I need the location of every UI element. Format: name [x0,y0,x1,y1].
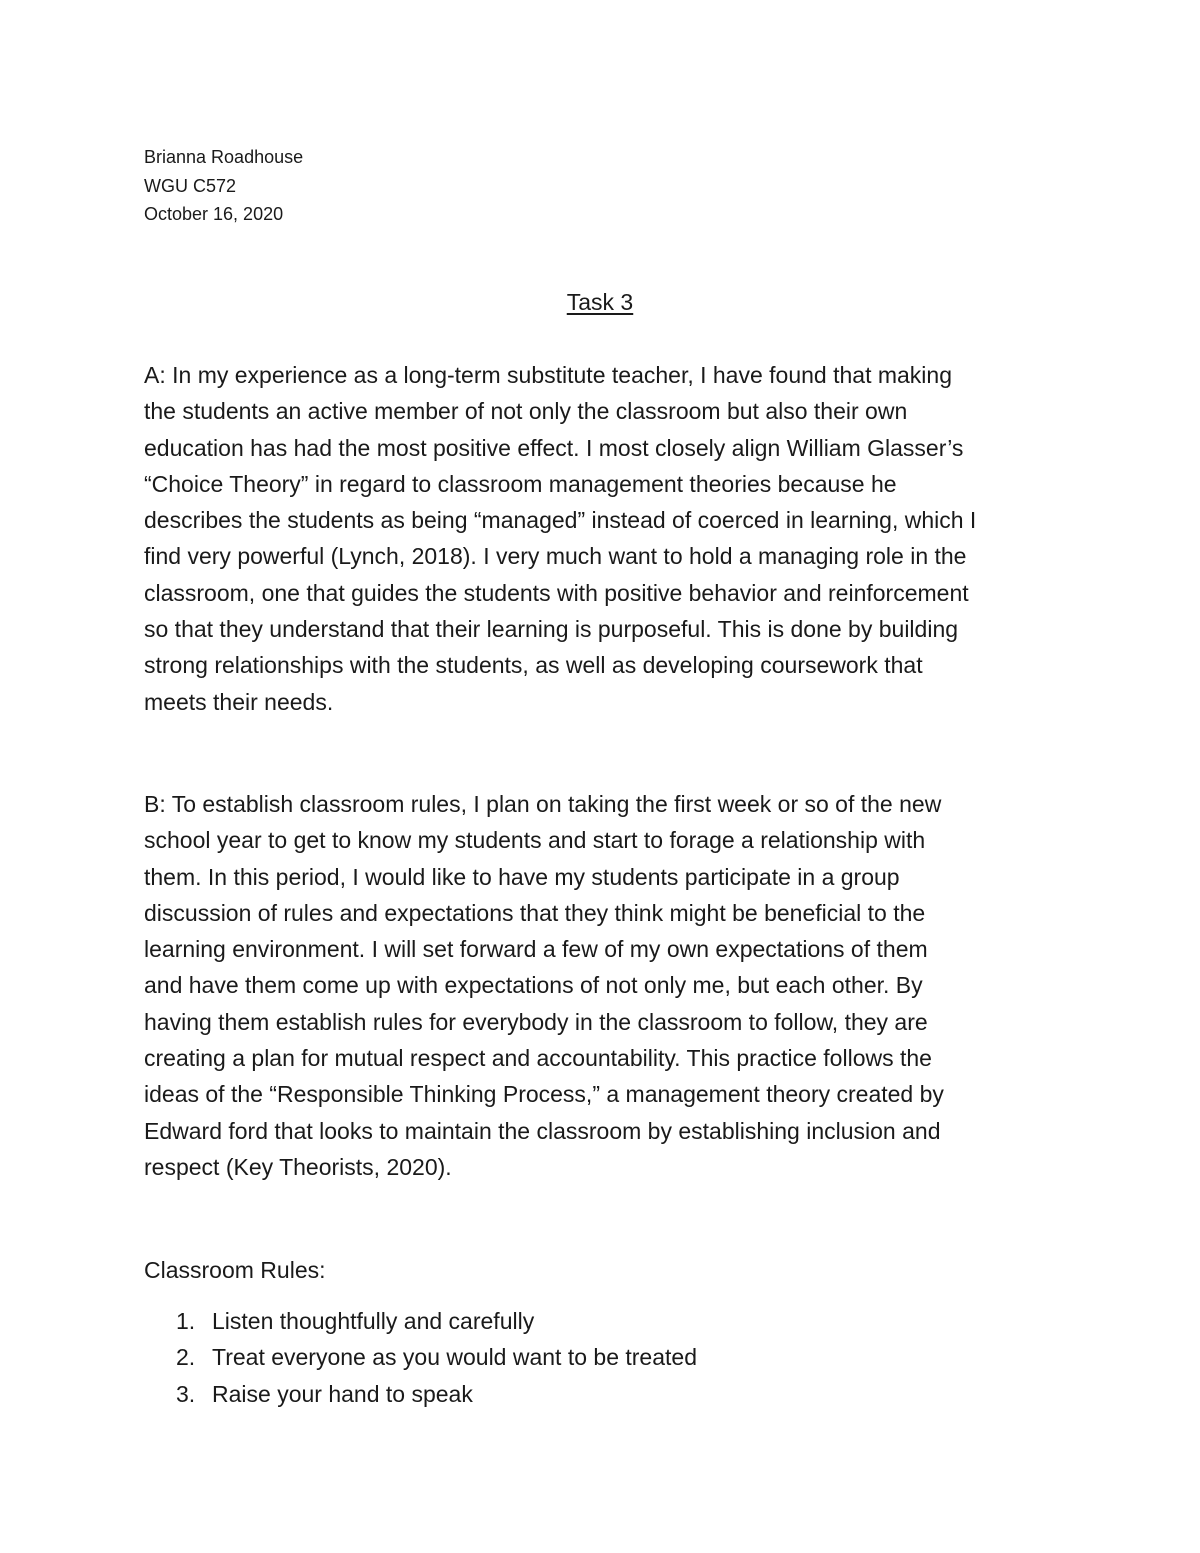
author-name: Brianna Roadhouse [144,147,304,167]
rule-item [144,1339,697,1375]
rule-item [144,1376,697,1412]
paragraph-line: creating a plan for mutual respect and accountability. This practice follows the [144,1045,932,1072]
paragraph-line: so that they understand that their learning is purposeful. This is done by building [144,616,959,643]
paragraph-line: having them establish rules for everybody in the classroom to follow, they are [144,1008,928,1035]
paragraph-b [144,786,1064,1185]
paragraph-line: strong relationships with the students, as well as developing coursework that [144,652,923,679]
paragraph-line: them. In this period, I would like to have my students participate in a group [144,863,900,890]
paragraph-line: A: In my experience as a long-term substitute teacher, I have found that making [144,362,952,388]
document-date: October 16, 2020 [144,204,284,224]
rule-item [144,1303,697,1339]
rules-list [144,1303,697,1412]
document-header [144,143,303,229]
paragraph-line: respect (Key Theorists, 2020). [144,1153,452,1180]
paragraph-line: find very powerful (Lynch, 2018). I very much want to hold a managing role in the [144,543,967,570]
paragraph-line: meets their needs. [144,688,334,715]
rule-number: 1. [176,1308,196,1334]
paragraph-line: describes the students as being “managed” instead of coerced in learning, which I [144,507,977,534]
rule-number: 3. [176,1380,196,1407]
document-title: Task 3 [566,289,634,315]
rule-number: 2. [176,1344,196,1371]
paragraph-line: Edward ford that looks to maintain the classroom by establishing inclusion and [144,1117,941,1144]
rules-heading: Classroom Rules: [144,1257,326,1283]
paragraph-line: education has had the most positive effect. I most closely align William Glasser’s [144,434,964,461]
paragraph-line: learning environment. I will set forward a few of my own expectations of them [144,936,928,963]
course-code: WGU C572 [144,175,237,196]
paragraph-line: the students an active member of not only the classroom but also their own [144,398,908,425]
paragraph-line: ideas of the “Responsible Thinking Process,” a management theory created by [144,1081,944,1108]
paragraph-line: classroom, one that guides the students with positive behavior and reinforcement [144,579,969,606]
paragraph-line: “Choice Theory” in regard to classroom management theories because he [144,470,897,497]
paragraph-line: and have them come up with expectations of not only me, but each other. By [144,972,923,999]
paragraph-line: B: To establish classroom rules, I plan on taking the first week or so of the new [144,791,942,817]
rule-text: Listen thoughtfully and carefully [212,1308,535,1334]
rule-text: Treat everyone as you would want to be treated [212,1344,697,1371]
paragraph-line: school year to get to know my students and start to forage a relationship with [144,827,926,854]
paragraph-a [144,357,1064,720]
rule-text: Raise your hand to speak [212,1380,473,1407]
paragraph-line: discussion of rules and expectations that they think might be beneficial to the [144,899,926,926]
